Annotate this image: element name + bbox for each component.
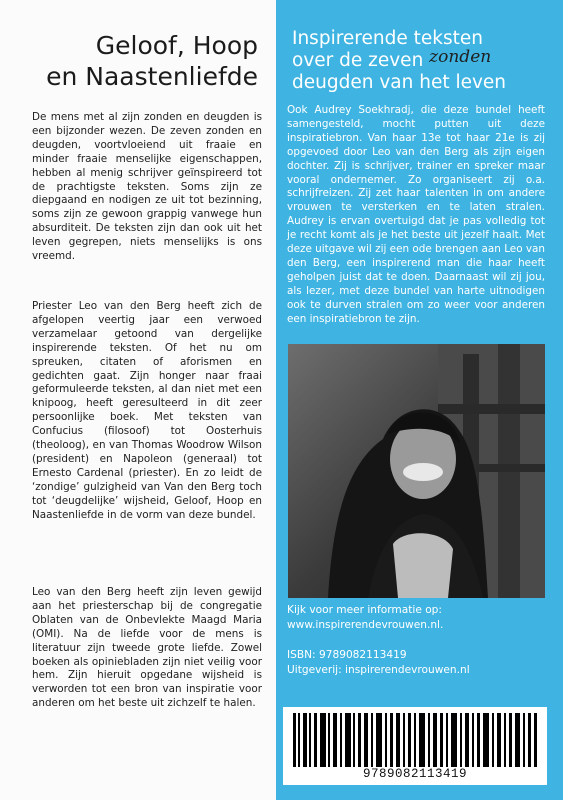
right-heading-line-3: deugden van het leven (292, 72, 507, 93)
author-bio-paragraph-text: Leo van den Berg heeft zijn leven gewijd aan het priesterschap bij de congregatie Oblaten van de Onbevlekte Maagd Maria (OMI). Na de liefde voor de mens is literatuur zijn tweede grote liefde. Zowel boeken als opiniebladen zijn niet veilig voor hem. Zijn hieruit opgedane wijsheid is verworden tot een bron van inspiratie voor anderen om het beste uit zichzelf te halen. (32, 586, 262, 710)
barcode-bars (293, 713, 537, 767)
collector-paragraph-text: Priester Leo van den Berg heeft zich de afgelopen veertig jaar een verwoed verzamelaar getoond van dergelijke inspirerende teksten. Of het nu om spreuken, citaten of aforismen en gedichten gaat. Zijn honger naar fraai geformuleerde teksten, al dan niet met een knipoog, heeft geresulteerd in dit zeer persoonlijke boek. Met teksten van Confucius (filosoof) tot Oosterhuis (theoloog), en van Thomas Woodrow Wilson (president) en Napoleon (generaal) tot Ernesto Cardenal (priester). En zo leidt de ‘zondige’ gulzigheid van Van den Berg toch tot ‘deugdelijke’ wijsheid, Geloof, Hoop en Naastenliefde in de vorm van deze bundel. (32, 300, 262, 521)
barcode-number: 9789082113419 (362, 767, 468, 781)
book-title-line-1: Geloof, Hoop (95, 31, 258, 60)
more-info-text: Kijk voor meer informatie op: (287, 604, 442, 616)
right-heading (292, 28, 554, 94)
collector-paragraph (32, 300, 262, 523)
right-heading-highlight: zonden (429, 47, 492, 67)
intro-paragraph (32, 111, 262, 264)
intro-paragraph-text: De mens met al zijn zonden en deugden is een bijzonder wezen. De zeven zonden en deugden, voortvloeiend uit fraaie en minder fraaie menselijke eigenschappen, hebben al menig schrijver geïnspireerd tot de prachtigste teksten. Soms zijn ze diepgaand en nodigen ze uit tot bezinning, soms zijn ze gewoon grappig vanwege hun absurditeit. De teksten zijn dan ook uit het leven gegrepen, niets menselijks is ons vreemd. (32, 111, 262, 263)
left-panel (0, 0, 276, 800)
website-link[interactable]: www.inspirerendevrouwen.nl. (287, 619, 444, 631)
barcode (283, 707, 547, 785)
more-info-block (287, 603, 443, 633)
author-photo-illustration (288, 344, 545, 598)
right-heading-line-1: Inspirerende teksten (292, 28, 483, 49)
compiler-bio-paragraph: Ook Audrey Soekhradj, die deze bundel heeft samengesteld, mocht putten uit deze inspiratiebron. Van haar 13e tot haar 21e is zij opgevoed door Leo van den Berg als zijn eigen dochter. Zij is schrijver, trainer en spreker maar vooral ondernemer. Zo organiseert zij o.a. schrijfreizen. Zij zet haar talenten in om andere vrouwen te versterken en te laten stralen. Audrey is ervan overtuigd dat je pas volledig tot je recht komt als je het beste uit jezelf haalt. Met deze uitgave wil zij een ode brengen aan Leo van den Berg, een inspirerend man die haar heeft geholpen juist dat te doen. Daarnaast wil zij jou, als lezer, met deze bundel van harte uitnodigen ook te durven stralen om zo weer voor anderen een inspiratiebron te zijn. (287, 104, 545, 325)
right-heading-line-2-text: over de zeven (292, 50, 430, 71)
book-title-line-2: en Naastenliefde (46, 62, 258, 91)
isbn-text: ISBN: 9789082113419 (287, 649, 407, 661)
right-heading-line-2 (292, 47, 554, 72)
publisher-text: Uitgeverij: inspirerendevrouwen.nl (287, 664, 470, 676)
book-title (46, 30, 258, 92)
publication-info (287, 648, 470, 678)
author-photo (288, 344, 545, 598)
author-bio-paragraph (32, 586, 262, 711)
